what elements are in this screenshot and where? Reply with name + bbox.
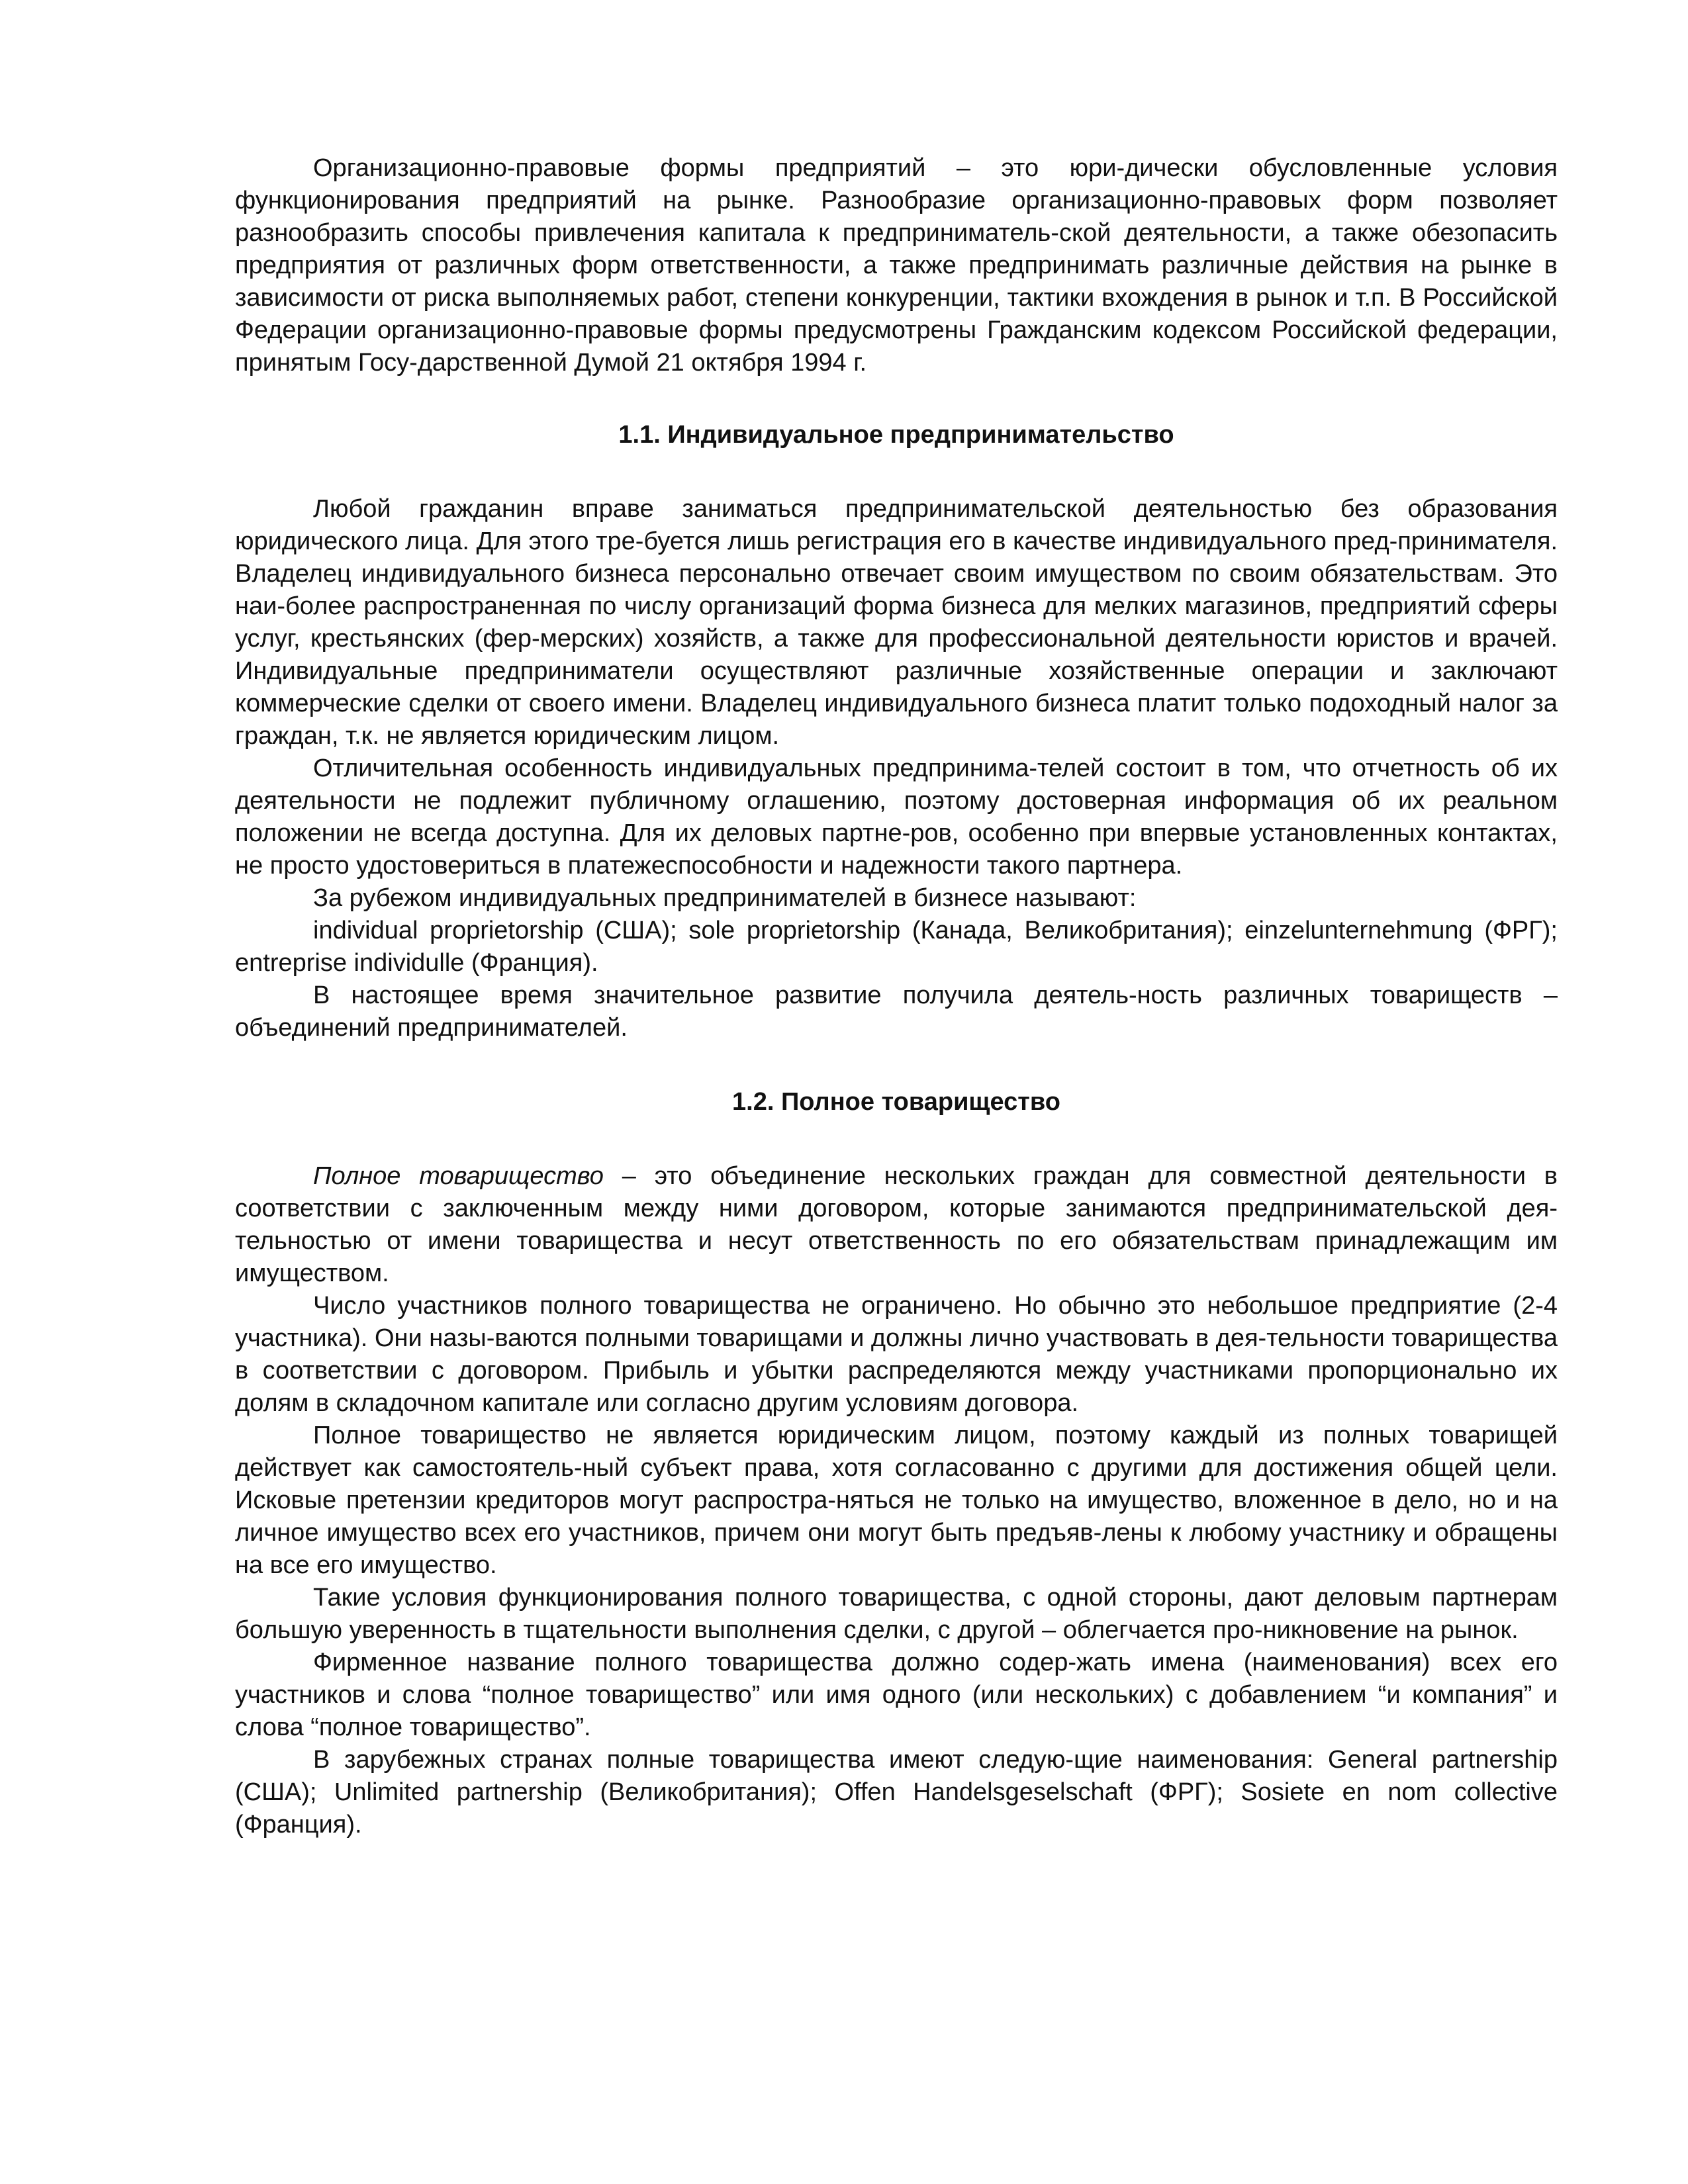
intro-paragraph: Организационно-правовые формы предприятий – это юри-дически обусловленные условия функционирования предприятий на рынке. Разнообразие организационно-правовых форм позволяет разнообразить способы привлечения капитала к предприниматель-ской деятельности, а также обезопасить предприятия от различных форм ответственности, а также предпринимать различные действия на рынке в зависимости от риска выполняемых работ, степени конкуренции, тактики вхождения в рынок и т.п. В Российской Федерации организационно-правовые формы предусмотрены Гражданским кодексом Российской федерации, принятым Госу-дарственной Думой 21 октября 1994 г. <box>235 154 1558 377</box>
section-2-paragraph-5: Фирменное название полного товарищества должно содер-жать имена (наименования) всех его участников и слова “полное товарищество” или имя одного (или нескольких) с добавлением “и компания” и слова “полное товарищество”. <box>235 1649 1558 1741</box>
section-2-paragraph-6: В зарубежных странах полные товарищества имеют следую-щие наименования: General partnership (США); Unlimited partnership (Великобритания); Offen Handelsgeselschaft (ФРГ); Sosiete en nom collective (Франция). <box>235 1746 1558 1839</box>
document-page <box>235 152 1558 1841</box>
section-1-title: 1.1. Индивидуальное предпринимательство <box>618 421 1174 449</box>
section-2-title: 1.2. Полное товарищество <box>732 1088 1060 1116</box>
section-1-paragraph-1: Любой гражданин вправе заниматься предпринимательской деятельностью без образования юридического лица. Для этого тре-буется лишь регистрация его в качестве индивидуального пред-принимателя. Владелец индивидуального бизнеса персонально отвечает своим имуществом по своим обязательствам. Это наи-более распространенная по числу организаций форма бизнеса для мелких магазинов, предприятий сферы услуг, крестьянских (фер-мерских) хозяйств, а также для профессиональной деятельности юристов и врачей. Индивидуальные предприниматели осуществляют различные хозяйственные операции и заключают коммерческие сделки от своего имени. Владелец индивидуального бизнеса платит только подоходный налог за граждан, т.к. не является юридическим лицом. <box>235 495 1558 750</box>
definition-text: – это объединение нескольких граждан для совместной деятельности в соответствии с заключенным между ними договором, которые занимаются предпринимательской дея-тельностью от имени товарищества и несут ответственность по его обязательствам принадлежащим им имуществом. <box>235 1162 1558 1287</box>
section-1-paragraph-3: За рубежом индивидуальных предпринимателей в бизнесе называют: <box>313 884 1137 912</box>
section-1-paragraph-5: В настоящее время значительное развитие получила деятель-ность различных товариществ – объединений предпринимателей. <box>235 981 1558 1042</box>
section-1-paragraph-2: Отличительная особенность индивидуальных предпринима-телей состоит в том, что отчетность об их деятельности не подлежит публичному оглашению, поэтому достоверная информация об их реальном положении не всегда доступна. Для их деловых партне-ров, особенно при впервые установленных контактах, не просто удостовериться в платежеспособности и надежности такого партнера. <box>235 754 1558 880</box>
defined-term: Полное товарищество <box>313 1162 604 1190</box>
section-2-paragraph-2: Число участников полного товарищества не ограничено. Но обычно это небольшое предприятие (2-4 участника). Они назы-ваются полными товарищами и должны лично участвовать в дея-тельности товарищества в соответствии с договором. Прибыль и убытки распределяются между участниками пропорционально их долям в складочном капитале или согласно другим условиям договора. <box>235 1292 1558 1417</box>
section-2-paragraph-1 <box>235 1160 1558 1290</box>
section-1-paragraph-4: individual proprietorship (США); sole proprietorship (Канада, Великобритания); einzelunternehmung (ФРГ); entreprise individulle (Франция). <box>235 917 1558 977</box>
section-2-paragraph-3: Полное товарищество не является юридическим лицом, поэтому каждый из полных товарищей действует как самостоятель-ный субъект права, хотя согласованно с другими для достижения общей цели. Исковые претензии кредиторов могут распростра-няться не только на имущество, вложенное в дело, но и на личное имущество всех его участников, причем они могут быть предъяв-лены к любому участнику и обращены на все его имущество. <box>235 1422 1558 1579</box>
section-2-paragraph-4: Такие условия функционирования полного товарищества, с одной стороны, дают деловым партнерам большую уверенность в тщательности выполнения сделки, с другой – облегчается про-никновение на рынок. <box>235 1584 1558 1644</box>
